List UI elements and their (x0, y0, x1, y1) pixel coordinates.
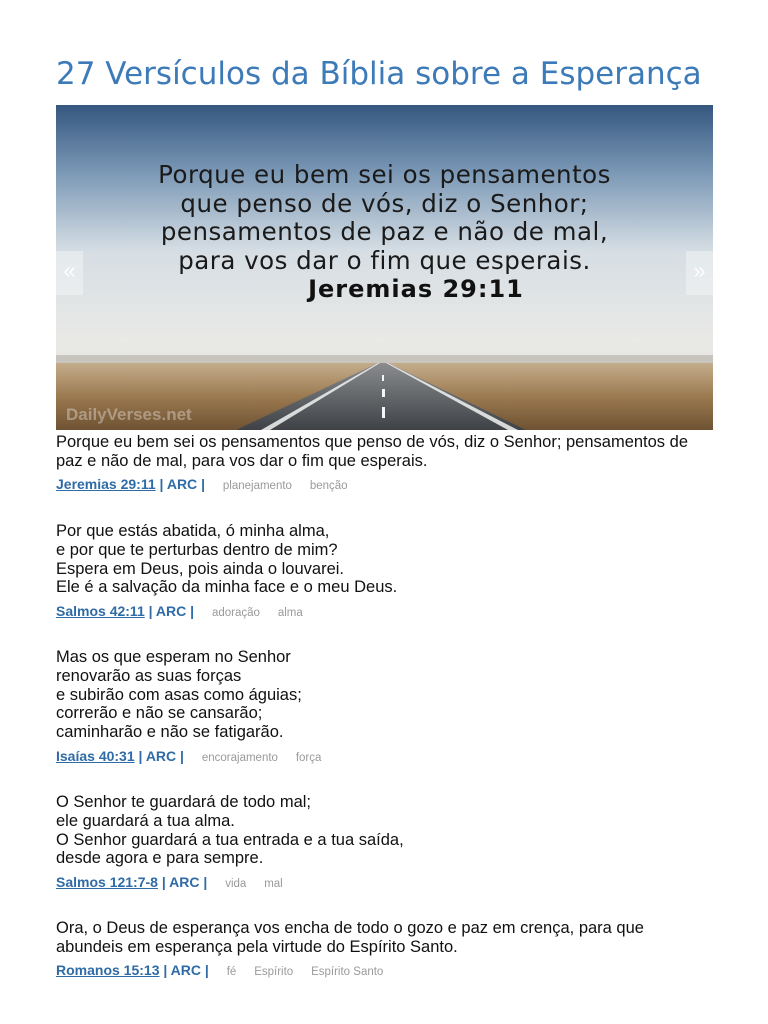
verse-meta (56, 475, 348, 495)
image-verse-text (56, 161, 713, 275)
verse-line: correrão e não se cansarão; (56, 704, 263, 723)
verse-line: e subirão com asas como águias; (56, 685, 302, 704)
tag-link[interactable]: mal (264, 878, 283, 890)
page-title: 27 Versículos da Bíblia sobre a Esperança (56, 56, 702, 92)
verse-line: abundeis em esperança pela virtude do Espírito Santo. (56, 937, 458, 956)
verse-image-slider (56, 105, 713, 430)
image-verse-line: Porque eu bem sei os pensamentos (158, 160, 611, 189)
verse-text (56, 433, 716, 471)
version-link[interactable]: ARC (145, 748, 177, 764)
tag-link[interactable]: alma (277, 607, 303, 619)
verse-meta (56, 747, 321, 767)
verse-reference-link[interactable]: Salmos 121:7-8 (56, 874, 158, 890)
separator: | (163, 962, 171, 978)
verse-line: Ele é a salvação da minha face e o meu Deus. (56, 578, 398, 597)
watermark: DailyVerses.net (66, 405, 192, 424)
verse-line: e por que te perturbas dentro de mim? (56, 540, 338, 559)
verse-text (56, 793, 716, 868)
double-chevron-left-icon: « (63, 258, 76, 283)
tag-link[interactable]: vida (225, 878, 247, 890)
verse-line: O Senhor te guardará de todo mal; (56, 793, 311, 811)
separator: | (201, 476, 209, 492)
tag-link[interactable]: fé (226, 966, 237, 978)
previous-slide-button[interactable] (56, 251, 83, 295)
separator: | (161, 874, 170, 890)
verse-meta (56, 602, 303, 622)
verse-text (56, 522, 716, 597)
verse-line: Porque eu bem sei os pensamentos que penso de vós, diz o Senhor; pensamentos de (56, 433, 688, 451)
verse-line: caminharão e não se fatigarão. (56, 723, 284, 742)
version-link[interactable]: ARC (169, 874, 200, 890)
verse-line: Mas os que esperam no Senhor (56, 648, 291, 666)
separator: | (190, 603, 198, 619)
verse-text (56, 919, 716, 957)
verse-line: Espera em Deus, pois ainda o louvarei. (56, 559, 344, 578)
verse-line: O Senhor guardará a tua entrada e a tua saída, (56, 830, 404, 849)
separator: | (180, 748, 188, 764)
verse-meta (56, 961, 383, 981)
version-link[interactable]: ARC (155, 603, 187, 619)
verse-reference-link[interactable]: Romanos 15:13 (56, 962, 160, 978)
verse-line: desde agora e para sempre. (56, 849, 264, 868)
tag-link[interactable]: benção (309, 480, 348, 492)
image-verse-line: pensamentos de paz e não de mal, (160, 217, 609, 246)
verse-reference-link[interactable]: Salmos 42:11 (56, 603, 145, 619)
verse-line: paz e não de mal, para vos dar o fim que esperais. (56, 451, 428, 470)
image-verse-line: que penso de vós, diz o Senhor; (180, 188, 589, 218)
verse-line: Por que estás abatida, ó minha alma, (56, 522, 330, 540)
separator: | (148, 603, 156, 619)
tag-link[interactable]: força (295, 752, 322, 764)
tag-link[interactable]: Espírito (254, 966, 294, 978)
separator: | (159, 476, 167, 492)
double-chevron-right-icon: » (693, 258, 706, 283)
next-slide-button[interactable] (686, 251, 713, 295)
version-link[interactable]: ARC (166, 476, 198, 492)
verse-line: renovarão as suas forças (56, 666, 242, 685)
tag-link[interactable]: encorajamento (201, 752, 278, 764)
verse-meta (56, 873, 283, 893)
separator: | (138, 748, 146, 764)
image-verse-line: para vos dar o fim que esperais. (178, 245, 591, 275)
separator: | (203, 874, 212, 890)
tag-link[interactable]: adoração (211, 607, 260, 619)
version-link[interactable]: ARC (170, 962, 202, 978)
separator: | (204, 962, 213, 978)
verse-reference-link[interactable]: Isaías 40:31 (56, 748, 135, 764)
image-verse-reference: Jeremias 29:11 (308, 275, 524, 303)
verse-line: Ora, o Deus de esperança vos encha de todo o gozo e paz em crença, para que (56, 919, 644, 937)
verse-text (56, 648, 716, 742)
tag-link[interactable]: Espírito Santo (311, 966, 384, 978)
tag-link[interactable]: planejamento (222, 480, 292, 492)
verse-reference-link[interactable]: Jeremias 29:11 (56, 476, 156, 492)
verse-line: ele guardará a tua alma. (56, 811, 235, 830)
